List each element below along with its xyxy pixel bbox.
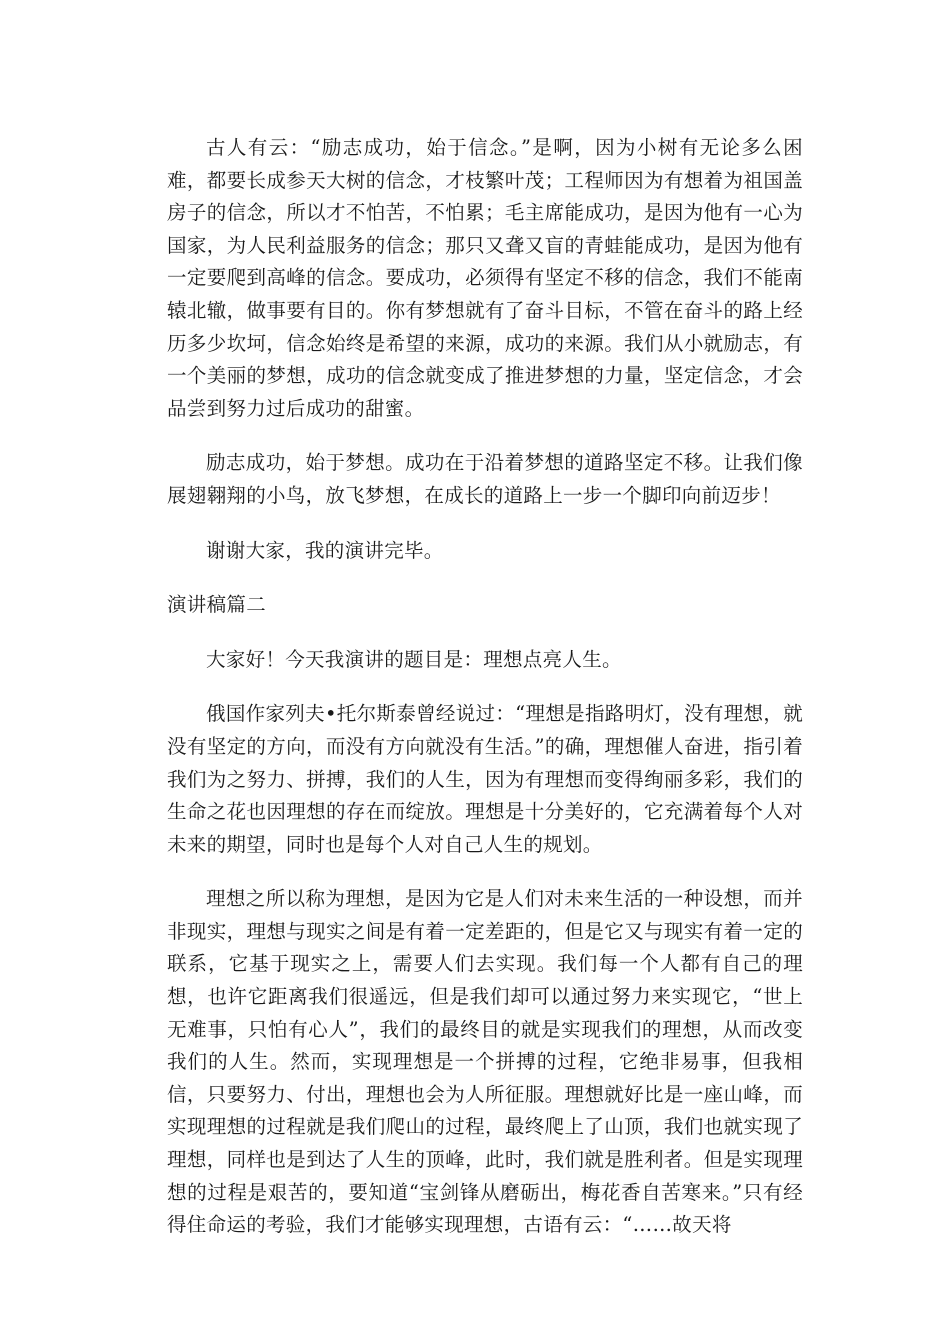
paragraph-tolstoy: 俄国作家列夫•托尔斯泰曾经说过：“理想是指路明灯，没有理想，就没有坚定的方向，而没有方向就没有生活。”的确，理想催人奋进，指引着我们为之努力、拼搏，我们的人生，因为有理想而变得绚丽多彩，我们的生命之花也因理想的存在而绽放。理想是十分美好的，它充满着每个人对未来的期望，同时也是每个人对自己人生的规划。 [167,702,803,856]
paragraph-ideal-reality: 理想之所以称为理想，是因为它是人们对未来生活的一种设想，而并非现实，理想与现实之间是有着一定差距的，但是它又与现实有着一定的联系，它基于现实之上，需要人们去实现。我们每一个人都有自己的理想，也许它距离我们很遥远，但是我们却可以通过努力来实现它，“世上无难事，只怕有心人”，我们的最终目的就是实现我们的理想，从而改变我们的人生。然而，实现理想是一个拼搏的过程，它绝非易事，但我相信，只要努力、付出，理想也会为人所征服。理想就好比是一座山峰，而实现理想的过程就是我们爬山的过程，最终爬上了山顶，我们也就实现了理想，同样也是到达了人生的顶峰，此时，我们就是胜利者。但是实现理想的过程是艰苦的，要知道“宝剑锋从磨砺出，梅花香自苦寒来。”只有经得住命运的考验，我们才能够实现理想，古语有云：“……故天将 [167,887,803,1237]
paragraph-greeting: 大家好！今天我演讲的题目是：理想点亮人生。 [206,647,622,671]
paragraph-dream: 励志成功，始于梦想。成功在于沿着梦想的道路坚定不移。让我们像展翅翱翔的小鸟，放飞梦想，在成长的道路上一步一个脚印向前迈步！ [167,451,803,507]
section-heading: 演讲稿篇二 [167,593,267,617]
paragraph-thanks: 谢谢大家，我的演讲完毕。 [206,538,444,562]
document-page [167,132,803,1264]
paragraph-belief: 古人有云：“励志成功，始于信念。”是啊，因为小树有无论多么困难，都要长成参天大树的信念，才枝繁叶茂；工程师因为有想着为祖国盖房子的信念，所以才不怕苦，不怕累；毛主席能成功，是因为他有一心为国家，为人民利益服务的信念；那只又聋又盲的青蛙能成功，是因为他有一定要爬到高峰的信念。要成功，必须得有坚定不移的信念，我们不能南辕北辙，做事要有目的。你有梦想就有了奋斗目标，不管在奋斗的路上经历多少坎坷，信念始终是希望的来源，成功的来源。我们从小就励志，有一个美丽的梦想，成功的信念就变成了推进梦想的力量，坚定信念，才会品尝到努力过后成功的甜蜜。 [167,136,803,420]
